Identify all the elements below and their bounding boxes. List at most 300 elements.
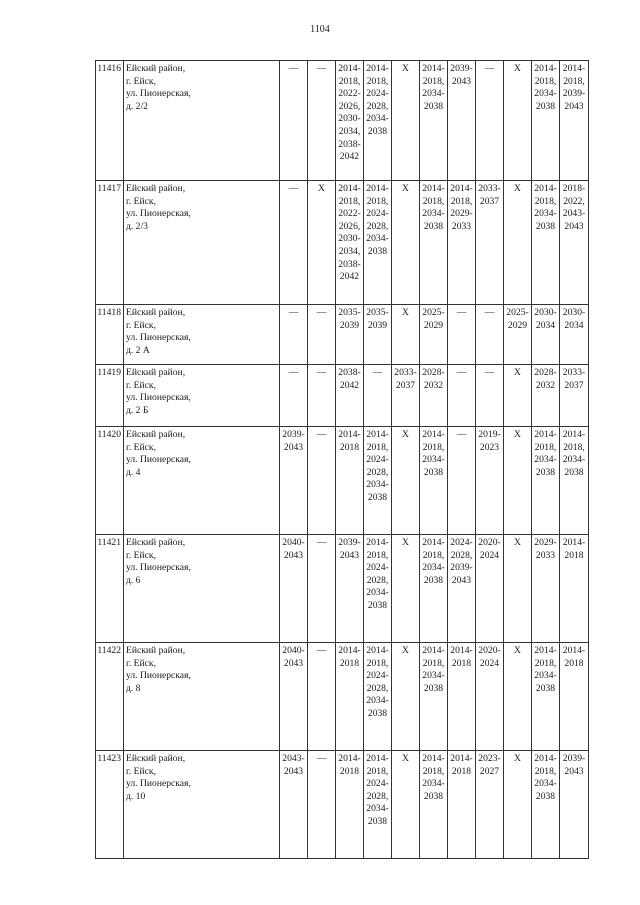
period-line: X: [514, 183, 521, 194]
period-line: —: [316, 645, 327, 656]
period-line: 2038: [423, 466, 444, 478]
period-line: —: [288, 307, 299, 318]
period-line: 2026,: [338, 220, 361, 232]
period-line: 2038: [535, 466, 556, 478]
period-cell-7: [448, 427, 476, 535]
period-line: 2034-: [534, 778, 557, 790]
period-line: X: [514, 367, 521, 378]
period-cell-8: [476, 427, 504, 535]
period-cell-11: [560, 365, 589, 427]
period-cell-8: [476, 305, 504, 365]
period-line: 2018: [564, 657, 584, 669]
period-line: 2034-: [422, 670, 445, 682]
period-cell-6: [420, 535, 448, 643]
address-line: ул. Пионерская,: [126, 392, 191, 404]
period-line: 2035-: [366, 307, 389, 318]
period-line: —: [316, 537, 327, 548]
period-line: 2043: [283, 441, 304, 453]
period-line: —: [484, 307, 495, 318]
period-cell-6: [420, 643, 448, 751]
period-line: 2018,: [366, 441, 389, 453]
row-number: 11416: [96, 61, 124, 181]
address-line: д. 4: [126, 466, 141, 478]
period-line: 2033: [451, 220, 472, 232]
period-cell-8: [476, 535, 504, 643]
period-cell-2: [308, 305, 336, 365]
period-line: 2018,: [563, 75, 585, 87]
period-cell-9: [504, 181, 532, 305]
period-line: —: [288, 63, 299, 74]
period-cell-1: [280, 535, 308, 643]
period-line: 2038-: [338, 258, 361, 270]
period-line: 2018: [339, 441, 360, 453]
period-line: 2029-: [450, 208, 473, 220]
period-line: 2038: [367, 707, 388, 719]
period-cell-10: [532, 305, 560, 365]
period-line: 2024-: [450, 537, 473, 548]
row-number: 11417: [96, 181, 124, 305]
period-line: 2018: [451, 765, 472, 777]
period-line: 2014-: [422, 429, 445, 440]
period-line: 2028-: [422, 367, 445, 378]
period-line: 2014-: [366, 753, 389, 764]
period-cell-7: [448, 751, 476, 859]
period-line: 2030-: [338, 113, 361, 125]
period-cell-4: [364, 535, 392, 643]
period-line: 2028,: [450, 549, 473, 561]
period-cell-2: [308, 535, 336, 643]
period-cell-1: [280, 643, 308, 751]
period-line: 2028,: [366, 790, 389, 802]
address-line: д. 6: [126, 574, 141, 586]
period-line: 2014-: [534, 753, 557, 764]
address-line: Ейский район,: [126, 537, 186, 548]
period-line: 2037: [479, 195, 500, 207]
period-line: 2014-: [422, 537, 445, 548]
period-line: 2014-: [338, 429, 361, 440]
period-cell-4: [364, 61, 392, 181]
period-cell-11: [560, 61, 589, 181]
period-cell-1: [280, 751, 308, 859]
period-line: 2042: [339, 151, 360, 163]
period-line: 2014-: [450, 183, 473, 194]
period-line: 2043: [283, 549, 304, 561]
period-line: 2014-: [562, 429, 586, 440]
period-line: 2042: [339, 271, 360, 283]
page-number: 1104: [310, 24, 330, 35]
period-line: 2033-: [478, 183, 501, 194]
address-line: г. Ейск,: [126, 549, 156, 561]
period-line: 2022-: [338, 208, 361, 220]
schedule-table: [95, 60, 589, 859]
period-line: 2034-: [366, 233, 389, 245]
address-line: ул. Пионерская,: [126, 454, 191, 466]
period-line: 2043-: [562, 208, 586, 220]
table-row: [96, 61, 589, 181]
period-line: X: [402, 753, 409, 764]
period-line: 2028,: [366, 466, 389, 478]
period-line: 2024-: [366, 454, 389, 466]
period-cell-11: [560, 181, 589, 305]
period-cell-3: [336, 427, 364, 535]
period-line: 2034-: [534, 454, 557, 466]
period-line: —: [316, 367, 327, 378]
period-line: 2038: [423, 100, 444, 112]
period-line: 2024-: [366, 88, 389, 100]
period-line: 2034-: [422, 778, 445, 790]
period-line: 2014-: [366, 537, 389, 548]
address-line: д. 8: [126, 682, 141, 694]
period-line: 2014-: [422, 753, 445, 764]
period-line: 2014-: [366, 645, 389, 656]
period-cell-9: [504, 751, 532, 859]
period-line: 2027: [479, 765, 500, 777]
address-line: Ейский район,: [126, 753, 186, 764]
period-line: 2038: [423, 682, 444, 694]
address-line: д. 2/2: [126, 100, 148, 112]
period-line: —: [372, 367, 383, 378]
period-cell-6: [420, 427, 448, 535]
period-line: 2018,: [338, 75, 361, 87]
period-cell-7: [448, 535, 476, 643]
period-line: 2014-: [338, 183, 361, 194]
period-line: X: [402, 645, 409, 656]
address-line: ул. Пионерская,: [126, 332, 191, 344]
period-line: 2018,: [534, 441, 557, 453]
period-line: 2034: [535, 319, 556, 331]
period-line: X: [402, 307, 409, 318]
period-line: 2014-: [450, 753, 473, 764]
row-number: 11422: [96, 643, 124, 751]
period-line: 2030-: [562, 307, 586, 318]
period-line: 2018,: [366, 657, 389, 669]
address-line: г. Ейск,: [126, 195, 156, 207]
address-cell: [124, 305, 280, 365]
period-line: 2043: [283, 657, 304, 669]
period-line: 2043-: [282, 753, 305, 764]
address-line: Ейский район,: [126, 183, 186, 194]
period-line: 2034-: [422, 454, 445, 466]
period-line: 2038: [367, 245, 388, 257]
address-cell: [124, 427, 280, 535]
period-cell-8: [476, 751, 504, 859]
period-cell-9: [504, 365, 532, 427]
period-cell-4: [364, 643, 392, 751]
period-cell-9: [504, 61, 532, 181]
period-cell-6: [420, 751, 448, 859]
period-cell-6: [420, 61, 448, 181]
table-row: [96, 427, 589, 535]
period-line: 2038: [367, 125, 388, 137]
period-line: 2014-: [366, 429, 389, 440]
period-line: X: [514, 63, 521, 74]
period-line: 2024-: [366, 562, 389, 574]
period-line: X: [514, 753, 521, 764]
period-line: 2014-: [366, 63, 389, 74]
period-line: 2020-: [478, 645, 501, 656]
period-line: 2018,: [450, 195, 473, 207]
address-line: д. 10: [126, 790, 146, 802]
period-line: 2034-: [534, 670, 557, 682]
period-line: 2039-: [450, 562, 473, 574]
period-line: 2018,: [534, 765, 557, 777]
period-cell-7: [448, 305, 476, 365]
period-line: 2014-: [422, 183, 445, 194]
period-line: 2030-: [534, 307, 557, 318]
period-line: 2038-: [338, 367, 361, 378]
period-line: —: [484, 63, 495, 74]
period-cell-8: [476, 61, 504, 181]
period-line: 2020-: [478, 537, 501, 548]
period-line: 2025-: [506, 307, 529, 318]
period-cell-3: [336, 181, 364, 305]
period-line: 2019-: [478, 429, 501, 440]
period-line: 2018,: [422, 441, 445, 453]
period-line: 2039: [339, 319, 360, 331]
address-line: г. Ейск,: [126, 379, 156, 391]
address-line: д. 2 А: [126, 344, 150, 356]
period-line: 2018,: [534, 75, 557, 87]
period-line: —: [316, 63, 327, 74]
row-number: 11421: [96, 535, 124, 643]
period-line: 2014-: [534, 429, 557, 440]
period-line: 2038: [564, 466, 584, 478]
period-cell-11: [560, 305, 589, 365]
period-line: 2038: [423, 790, 444, 802]
period-line: 2023-: [478, 753, 501, 764]
period-cell-4: [364, 181, 392, 305]
period-cell-10: [532, 61, 560, 181]
row-number: 11419: [96, 365, 124, 427]
table-row: [96, 181, 589, 305]
period-cell-3: [336, 305, 364, 365]
period-line: 2034-: [366, 113, 389, 125]
period-cell-5: [392, 751, 420, 859]
period-line: 2039-: [338, 537, 361, 548]
period-line: 2034-: [422, 88, 445, 100]
table-row: [96, 305, 589, 365]
address-cell: [124, 535, 280, 643]
period-line: 2038: [423, 574, 444, 586]
period-cell-10: [532, 643, 560, 751]
period-line: 2030-: [338, 233, 361, 245]
period-line: 2039: [367, 319, 388, 331]
period-line: 2024: [479, 549, 500, 561]
period-line: 2018,: [534, 657, 557, 669]
period-line: 2018,: [422, 549, 445, 561]
address-cell: [124, 751, 280, 859]
period-line: 2038: [423, 220, 444, 232]
table-row: [96, 365, 589, 427]
period-cell-1: [280, 61, 308, 181]
period-cell-3: [336, 643, 364, 751]
period-line: X: [514, 429, 521, 440]
period-line: 2018,: [534, 195, 557, 207]
period-line: 2034-: [366, 695, 389, 707]
address-line: г. Ейск,: [126, 75, 156, 87]
period-line: 2014-: [338, 63, 361, 74]
period-cell-5: [392, 61, 420, 181]
period-line: —: [456, 429, 467, 440]
period-line: 2034: [564, 319, 584, 331]
period-cell-11: [560, 427, 589, 535]
period-line: 2032: [423, 379, 444, 391]
address-line: г. Ейск,: [126, 441, 156, 453]
row-number: 11420: [96, 427, 124, 535]
period-cell-11: [560, 535, 589, 643]
period-cell-9: [504, 643, 532, 751]
period-line: —: [456, 367, 467, 378]
period-cell-8: [476, 643, 504, 751]
period-line: 2014-: [562, 63, 586, 74]
period-cell-9: [504, 427, 532, 535]
period-cell-2: [308, 365, 336, 427]
period-cell-2: [308, 427, 336, 535]
period-cell-9: [504, 535, 532, 643]
period-line: X: [402, 537, 409, 548]
period-line: 2039-: [282, 429, 305, 440]
period-cell-3: [336, 751, 364, 859]
period-line: 2039-: [562, 753, 586, 764]
period-line: 2018-: [562, 183, 586, 194]
period-line: 2014-: [534, 645, 557, 656]
period-cell-7: [448, 61, 476, 181]
period-line: 2035-: [338, 307, 361, 318]
period-cell-9: [504, 305, 532, 365]
period-line: 2026,: [338, 100, 361, 112]
period-line: 2014-: [422, 63, 445, 74]
period-cell-8: [476, 181, 504, 305]
address-line: Ейский район,: [126, 429, 186, 440]
period-line: 2043: [451, 574, 472, 586]
period-line: 2014-: [562, 645, 586, 656]
table-row: [96, 751, 589, 859]
period-cell-3: [336, 61, 364, 181]
period-line: 2018: [339, 657, 360, 669]
address-line: ул. Пионерская,: [126, 670, 191, 682]
period-cell-5: [392, 181, 420, 305]
period-line: 2023: [479, 441, 500, 453]
period-cell-4: [364, 365, 392, 427]
period-line: X: [402, 63, 409, 74]
period-cell-4: [364, 427, 392, 535]
period-cell-5: [392, 365, 420, 427]
period-line: 2014-: [534, 183, 557, 194]
period-line: 2022-: [338, 88, 361, 100]
period-line: 2025-: [422, 307, 445, 318]
period-line: 2014-: [338, 645, 361, 656]
period-line: 2018,: [563, 441, 585, 453]
period-line: 2018,: [366, 765, 389, 777]
period-line: 2018: [451, 657, 472, 669]
address-line: г. Ейск,: [126, 765, 156, 777]
address-line: д. 2/3: [126, 220, 148, 232]
period-line: 2028-: [534, 367, 557, 378]
period-cell-1: [280, 427, 308, 535]
period-line: 2034-: [562, 454, 586, 466]
period-line: 2018,: [338, 195, 361, 207]
period-line: 2032: [535, 379, 556, 391]
period-cell-2: [308, 643, 336, 751]
period-line: 2018: [339, 765, 360, 777]
period-line: —: [288, 367, 299, 378]
period-line: 2029: [423, 319, 444, 331]
period-cell-5: [392, 305, 420, 365]
period-line: 2033-: [394, 367, 417, 378]
period-line: 2043: [564, 100, 584, 112]
period-line: 2018,: [366, 195, 389, 207]
period-line: 2018,: [422, 75, 445, 87]
period-line: 2038: [367, 815, 388, 827]
period-line: 2018,: [366, 549, 389, 561]
period-line: 2038: [535, 790, 556, 802]
period-line: 2014-: [366, 183, 389, 194]
address-line: д. 2 Б: [126, 404, 149, 416]
period-line: 2018,: [422, 765, 445, 777]
period-line: —: [456, 307, 467, 318]
period-line: 2034-: [366, 803, 389, 815]
period-cell-10: [532, 181, 560, 305]
period-line: 2014-: [534, 63, 557, 74]
table-row: [96, 535, 589, 643]
address-line: г. Ейск,: [126, 657, 156, 669]
period-line: 2029: [507, 319, 528, 331]
period-line: 2018,: [422, 195, 445, 207]
period-line: 2034-: [534, 88, 557, 100]
table-row: [96, 643, 589, 751]
period-line: 2034-: [422, 208, 445, 220]
period-line: —: [316, 429, 327, 440]
period-line: 2034,: [338, 245, 361, 257]
period-line: 2040-: [282, 537, 305, 548]
period-cell-3: [336, 365, 364, 427]
period-cell-4: [364, 305, 392, 365]
period-cell-1: [280, 365, 308, 427]
address-cell: [124, 643, 280, 751]
period-line: 2022,: [563, 195, 585, 207]
period-line: —: [316, 753, 327, 764]
period-cell-11: [560, 751, 589, 859]
period-line: 2014-: [562, 537, 586, 548]
period-line: 2033: [535, 549, 556, 561]
address-line: Ейский район,: [126, 307, 186, 318]
period-cell-10: [532, 427, 560, 535]
period-line: 2043: [564, 220, 584, 232]
period-line: X: [514, 645, 521, 656]
address-cell: [124, 365, 280, 427]
period-line: 2043: [339, 549, 360, 561]
period-line: 2043: [283, 765, 304, 777]
period-line: 2034-: [422, 562, 445, 574]
period-line: —: [316, 307, 327, 318]
address-line: Ейский район,: [126, 367, 186, 378]
period-cell-7: [448, 643, 476, 751]
period-cell-2: [308, 751, 336, 859]
period-line: 2034-: [366, 479, 389, 491]
address-line: Ейский район,: [126, 63, 186, 74]
period-cell-7: [448, 365, 476, 427]
period-line: 2043: [451, 75, 472, 87]
period-line: 2028,: [366, 220, 389, 232]
period-cell-4: [364, 751, 392, 859]
period-cell-7: [448, 181, 476, 305]
period-line: 2034-: [366, 587, 389, 599]
period-cell-2: [308, 61, 336, 181]
period-cell-10: [532, 365, 560, 427]
period-cell-6: [420, 305, 448, 365]
period-line: 2028,: [366, 682, 389, 694]
period-line: 2014-: [338, 753, 361, 764]
